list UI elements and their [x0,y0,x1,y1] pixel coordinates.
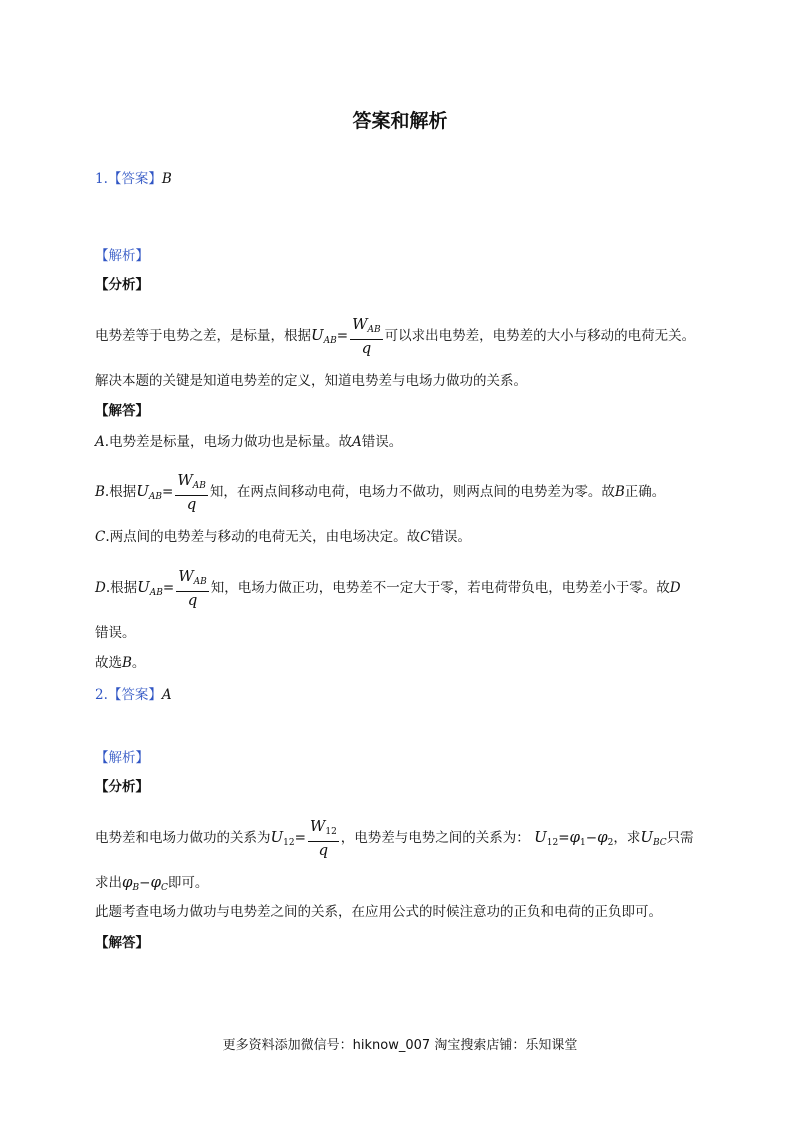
q1-option-b: B.根据$U_{AB}=$ $\frac{W_{AB}}{q}$ 知，在两点间移动电荷，电场力不做功，则两点间的电势差为零。故B正确。 [95,471,666,513]
q1-fenxi-line1: 电势差等于电势之差，是标量，根据$U_{AB}=$ $\frac{W_{AB}}{q}$ 可以求出电势差，电势差的大小与移动的电荷无关。 [95,315,696,357]
q1-fenxi-tag: 【分析】 [95,277,149,293]
q2-fenxi-line1: 电势差和电场力做功的关系为$U_{12}=$ $\frac{W_{12}}{q}$ ，电势差与电势之间的关系为： $U_{12}=\varphi_1-\varphi_2$，求$U_{BC}$只需 [95,817,694,859]
q2-fenxi-line3: 此题考查电场力做功与电势差之间的关系，在应用公式的时候注意功的正负和电荷的正负即可。 [95,904,662,920]
formula-fraction: $\frac{W_{AB}}{q}$ [178,567,207,609]
q1-choose: 故选B。 [95,655,146,671]
q1-option-d-end: 错误。 [95,625,136,641]
q1-fenxi-line2: 解决本题的关键是知道电势差的定义，知道电势差与电场力做功的关系。 [95,373,527,389]
q1-option-c: C.两点间的电势差与移动的电荷无关，由电场决定。故C错误。 [95,529,471,545]
formula-fraction: $\frac{W_{AB}}{q}$ [352,315,381,357]
q1-answer-line [95,170,172,188]
q2-answer-line [95,686,172,704]
q2-fenxi-tag: 【分析】 [95,779,149,795]
q1-analysis-tag: 【解析】 [95,248,149,264]
formula-U: U [311,326,324,344]
formula-fraction: $\frac{W_{AB}}{q}$ [177,471,206,513]
q1-option-a: A.电势差是标量，电场力做功也是标量。故A错误。 [95,434,403,450]
q2-fenxi-line2: 求出$\varphi_B-\varphi_C$即可。 [95,873,209,893]
q2-answer: A [161,687,172,703]
q2-answer-tag: 【答案】 [107,687,162,703]
q1-option-d: D.根据$U_{AB}=$ $\frac{W_{AB}}{q}$ 知，电场力做正功，电势差不一定大于零，若电荷带负电，电势差小于零。故D [95,567,681,609]
q2-analysis-tag: 【解析】 [95,750,149,766]
q2-number: 2. [95,687,108,703]
footer-note: 更多资料添加微信号：hiknow_007 淘宝搜索店铺：乐知课堂 [222,1038,578,1053]
q2-jieda-tag: 【解答】 [95,935,149,951]
formula-fraction: $\frac{W_{12}}{q}$ [309,817,337,859]
q1-answer-tag: 【答案】 [107,171,162,187]
q1-number: 1. [95,171,108,187]
q1-answer: B [161,171,172,187]
page-title: 答案和解析 [352,110,448,132]
q1-jieda-tag: 【解答】 [95,403,149,419]
